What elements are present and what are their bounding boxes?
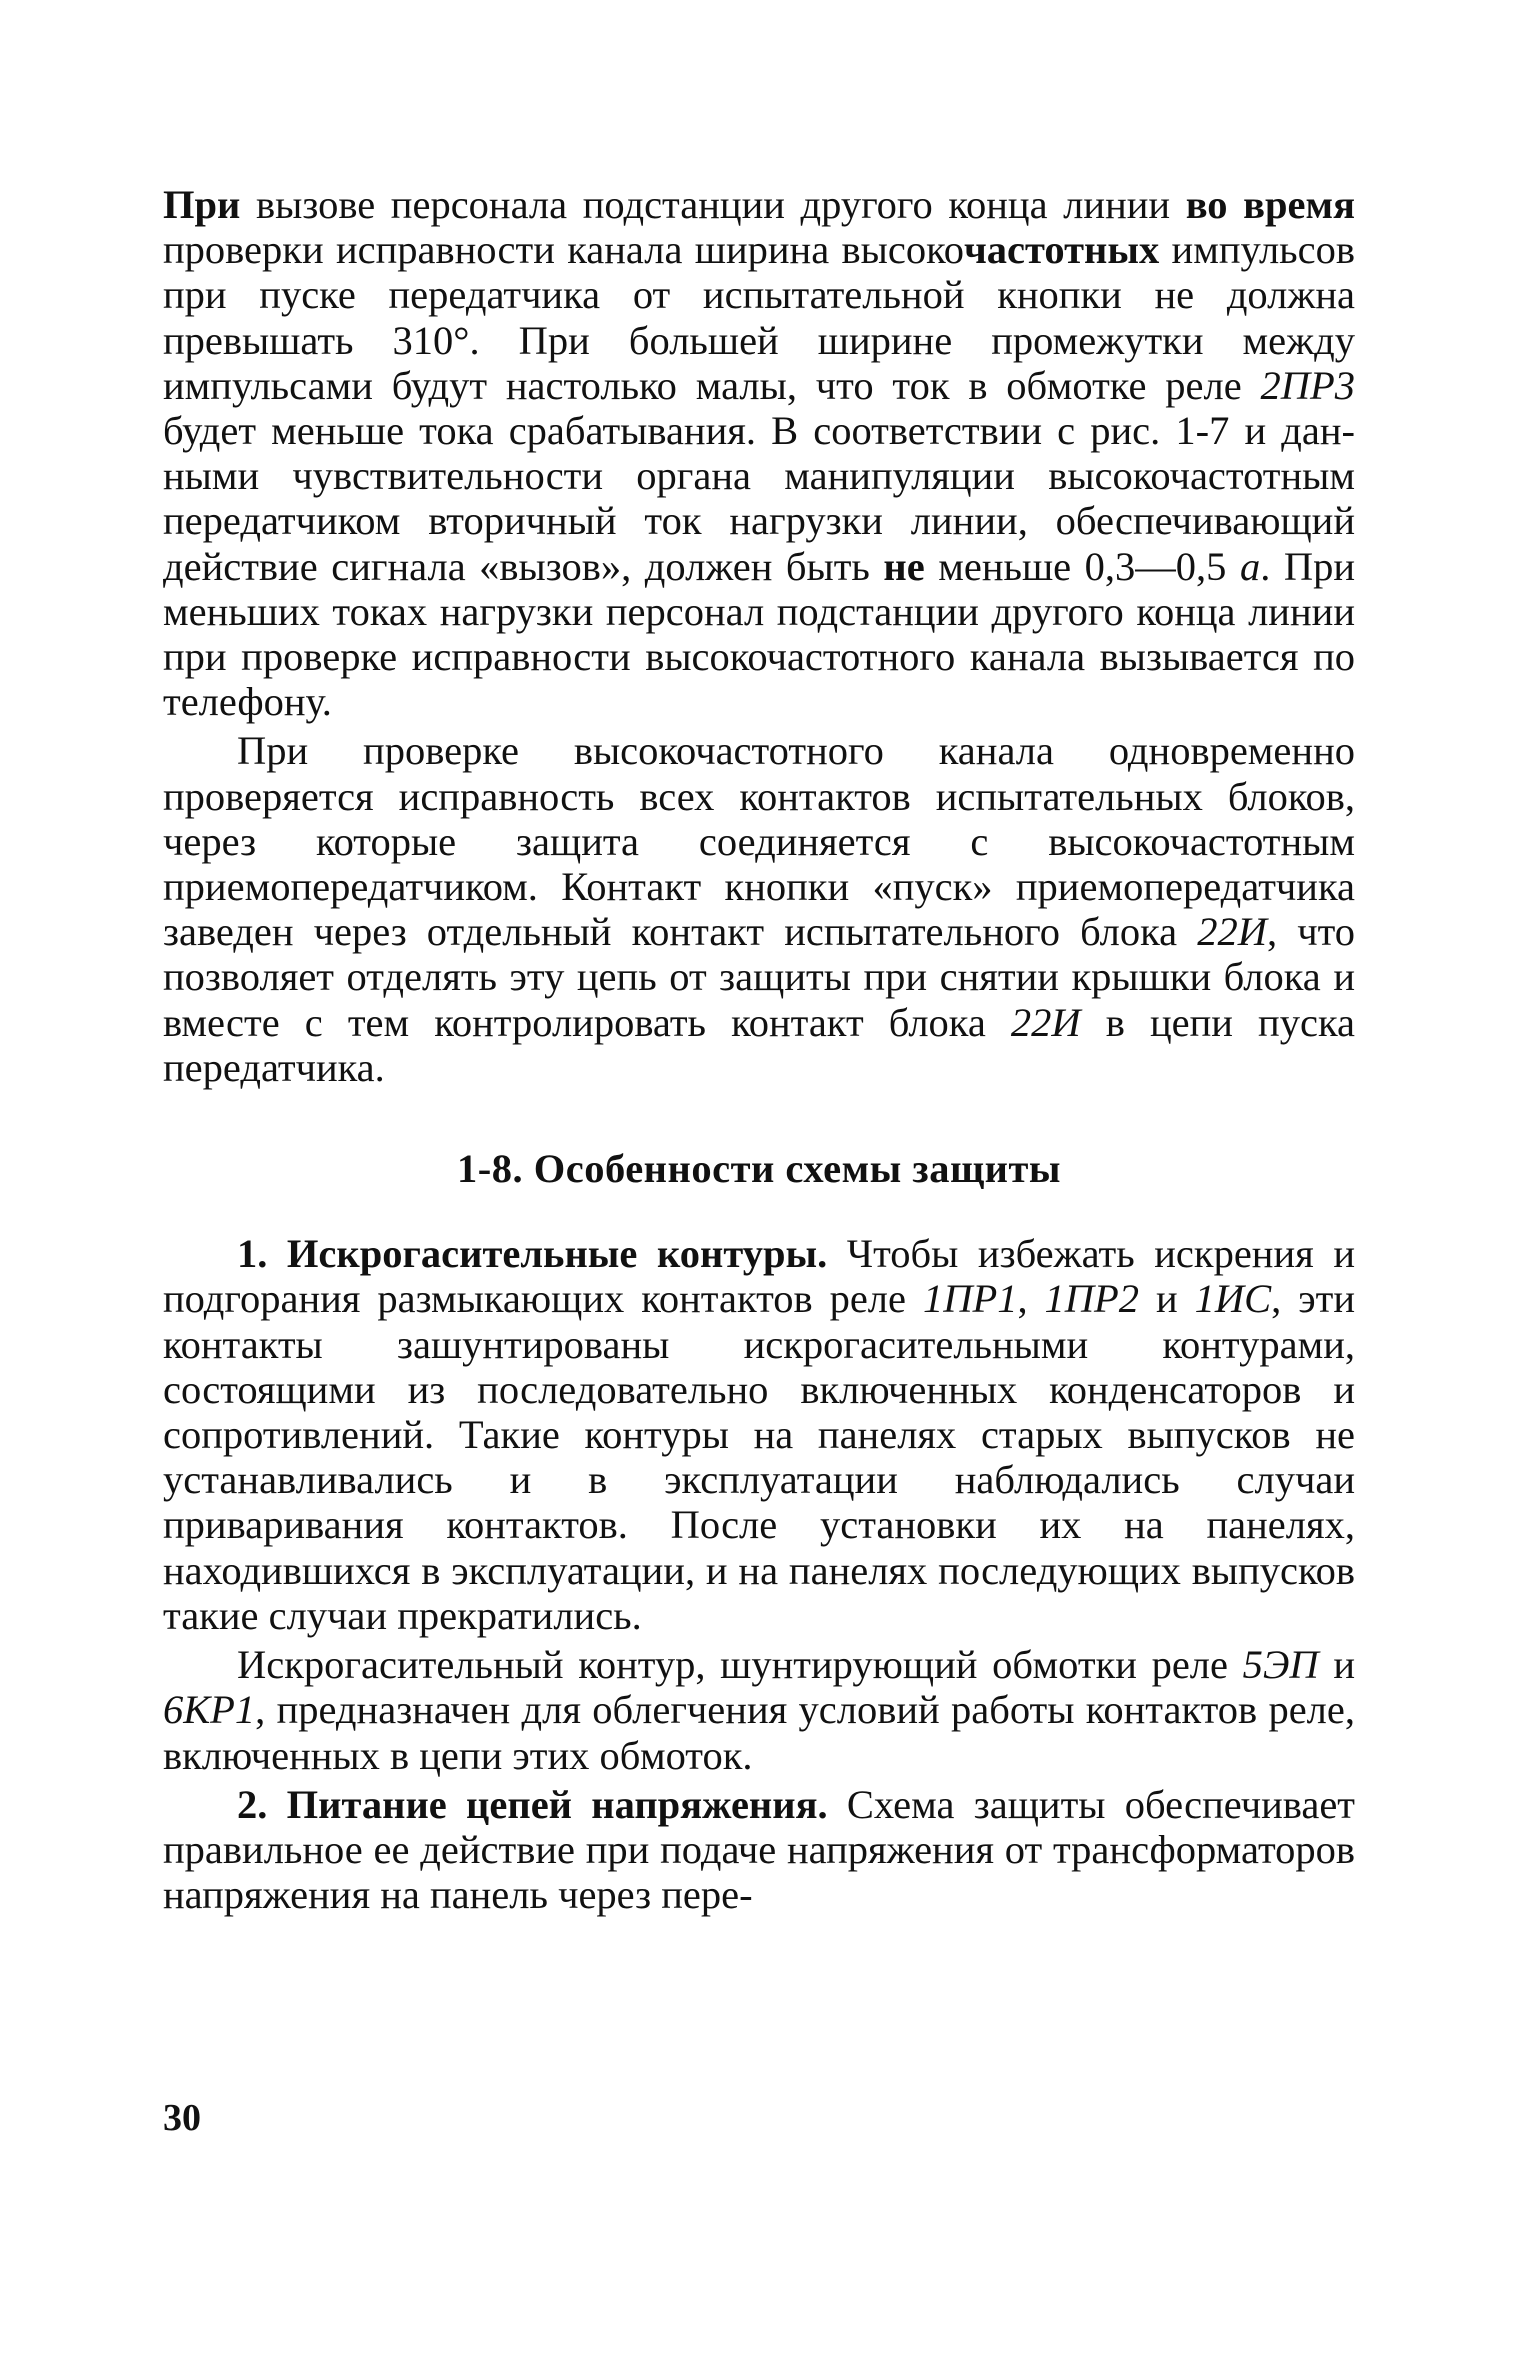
italic-text: 22И — [1010, 999, 1081, 1045]
bold-text: частотных — [963, 227, 1160, 273]
body-text — [163, 182, 1355, 1917]
text-run: При проверке высокочастотного канала одновременно проверяется исправность всех контактов испытательных блоков, через которые защита соединяется с высокочастотным приемопередатчиком. Контакт кнопки «пуск» приемопередатчика заведен через отдельный контакт испытательного блока — [163, 728, 1355, 955]
bold-text: 1. Искрогасительные контуры. — [237, 1231, 828, 1277]
text-run: проверки исправности канала ширина высоко — [163, 227, 964, 273]
text-run: будет меньше тока срабатывания. В соответствии с рис. 1-7 и данными чувствительности органа манипуляции высокочастотным передатчиком вторичный ток нагрузки линии, обеспечивающий действие сигнала «вызов», должен быть — [163, 408, 1355, 589]
page-number: 30 — [163, 2097, 201, 2139]
text-run: вызове персонала подстанции другого конца линии — [255, 182, 1186, 227]
italic-text: 22И — [1197, 909, 1267, 955]
bold-text: во время — [1185, 182, 1356, 227]
text-run: . При меньших токах нагрузки персонал подстанции другого конца линии при проверке исправности высокочастотного канала вызывается по телефону. — [163, 543, 1355, 725]
paragraph — [163, 1231, 1355, 1638]
paragraph — [163, 1642, 1355, 1778]
paragraph — [163, 1782, 1355, 1918]
text-run: и — [1139, 1276, 1195, 1322]
paragraph — [163, 728, 1355, 1090]
section-paragraphs — [163, 1231, 1355, 1917]
text-run — [240, 182, 256, 227]
text-run: и — [1318, 1642, 1355, 1688]
italic-text: 6КР1 — [163, 1687, 256, 1733]
paragraph-lead: При — [163, 182, 241, 227]
text-run: в цепи пуска передатчика. — [163, 999, 1355, 1090]
text-run: меньше 0,3—0,5 — [924, 543, 1240, 589]
section-heading: 1-8. Особенности схемы защиты — [457, 1146, 1061, 1192]
paragraph — [163, 182, 1355, 724]
text-run: , эти контакты зашунтированы искрогасительными контурами, состоящими из последовательно включенных конденсаторов и сопротивлений. Такие контуры на панелях старых выпусков не устанавливались и в эксплуатации наблюдались случаи приваривания контактов. После установки их на панелях, находившихся в эксплуатации, и на панелях последующих выпусков такие случаи прекратились. — [163, 1276, 1355, 1638]
text-run: Искрогасительный контур, шунтирующий обмотки реле — [237, 1642, 1243, 1688]
italic-text: 5ЭП — [1242, 1642, 1319, 1688]
text-run: , предназначен для облегчения условий работы контактов реле, включенных в цепи этих обмоток. — [163, 1687, 1355, 1778]
bold-text: не — [883, 543, 925, 589]
text-run: Чтобы избежать искрения и подгорания размыкающих контактов реле — [163, 1231, 1355, 1322]
italic-text: 2ПР3 — [1260, 362, 1355, 408]
text-run: Схема защиты обеспечивает правильное ее действие при подаче напряжения от трансформаторов напряжения на панель через пере- — [163, 1781, 1355, 1918]
main-paragraphs — [163, 182, 1355, 1090]
bold-text: 2. Питание цепей напряжения. — [237, 1781, 828, 1827]
italic-text: 1ИС — [1194, 1276, 1272, 1322]
italic-text: а — [1239, 543, 1261, 589]
italic-text: 1ПР2 — [1044, 1276, 1140, 1322]
text-run: , что позволяет отделять эту цепь от защиты при снятии крышки блока и вместе с тем контролировать контакт блока — [163, 909, 1355, 1045]
text-run: , — [1017, 1276, 1045, 1322]
text-run: импульсов при пуске передатчика от испытательной кнопки не должна превышать 310°. При большей ширине промежутки между импульсами будут настолько малы, что ток в обмотке реле — [163, 227, 1355, 408]
italic-text: 1ПР1 — [922, 1276, 1018, 1322]
